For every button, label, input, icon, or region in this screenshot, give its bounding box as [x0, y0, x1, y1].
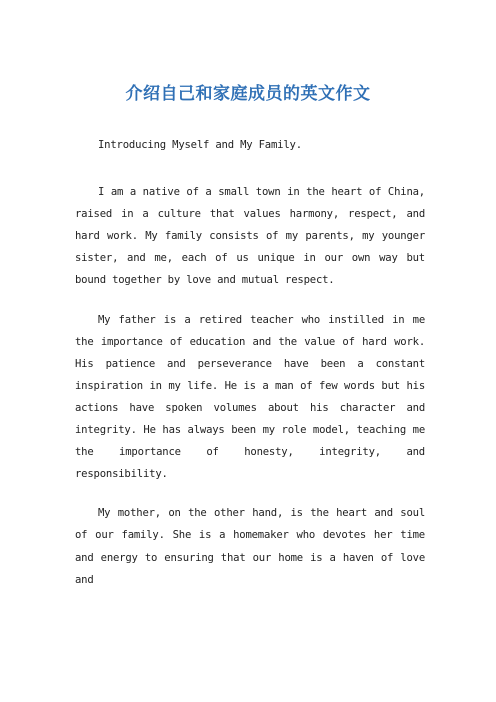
paragraph-intro: I am a native of a small town in the heart of China, raised in a culture that values harmony, respect, and hard work. My family consists of my parents, my younger sister, and me, each of us unique in our own way but bound together by love and mutual respect.: [75, 186, 425, 287]
paragraph-mother: My mother, on the other hand, is the heart and soul of our family. She is a homemaker who devotes her time and energy to ensuring that our home is a haven of love and: [75, 507, 425, 586]
document-title: 介绍自己和家庭成员的英文作文: [125, 84, 371, 104]
essay-heading: Introducing Myself and My Family.: [98, 139, 302, 151]
document-body: [75, 134, 425, 608]
paragraph-father: My father is a retired teacher who instilled in me the importance of education and the value of hard work. His patience and perseverance have been a constant inspiration in my life. He is a man of few words but his actions have spoken volumes about his character and integrity. He has always been my role model, teaching me the importance of honesty, integrity, and responsibility.: [75, 313, 425, 481]
